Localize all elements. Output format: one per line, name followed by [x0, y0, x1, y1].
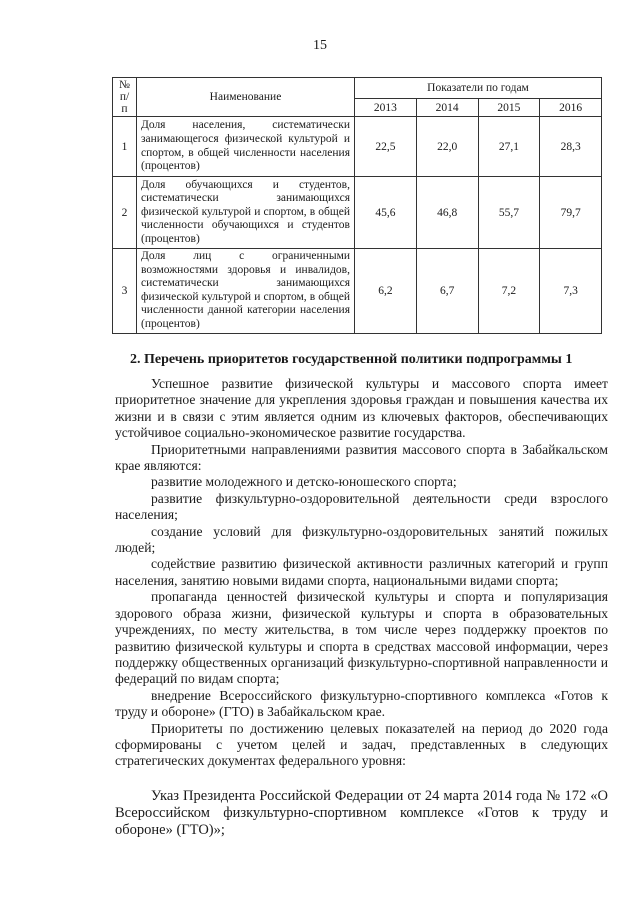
header-num: № п/п — [113, 78, 137, 117]
row-value: 79,7 — [540, 177, 602, 249]
row-name: Доля лиц с ограниченными возможностями здоровья и инвалидов, систематически занимающихся физической культурой и спортом, в общей численности данной категории населения (процентов) — [137, 249, 355, 334]
table-row — [113, 177, 602, 249]
table-header-row — [113, 78, 602, 99]
row-value: 6,2 — [355, 249, 417, 334]
row-value: 22,5 — [355, 117, 417, 177]
row-value: 55,7 — [478, 177, 540, 249]
list-item: пропаганда ценностей физической культуры и спорта и популяризация здорового образа жизни, физической культуры и спорта в образовательных учреждениях, по месту жительства, в том числе через поддержку проектов по развитию физической культуры и спорта в средствах массовой информации, через поддержку общественных организаций физкультурно-спортивной направленности и федераций по видам спорта; — [115, 589, 608, 687]
row-num: 2 — [113, 177, 137, 249]
header-group: Показатели по годам — [355, 78, 602, 99]
row-name: Доля населения, систематически занимающегося физической культурой и спортом, в общей численности населения (процентов) — [137, 117, 355, 177]
header-name: Наименование — [137, 78, 355, 117]
list-item: развитие физкультурно-оздоровительной деятельности среди взрослого населения; — [115, 490, 608, 523]
paragraph: Приоритеты по достижению целевых показателей на период до 2020 года сформированы с учетом целей и задач, представленных в следующих стратегических документах федерального уровня: — [115, 720, 608, 769]
section-body — [115, 376, 608, 770]
row-value: 22,0 — [416, 117, 478, 177]
page-number: 15 — [313, 38, 327, 53]
row-value: 45,6 — [355, 177, 417, 249]
row-num: 1 — [113, 117, 137, 177]
row-value: 7,2 — [478, 249, 540, 334]
row-value: 7,3 — [540, 249, 602, 334]
row-value: 46,8 — [416, 177, 478, 249]
paragraph: Успешное развитие физической культуры и массового спорта имеет приоритетное значение для укрепления здоровья граждан и повышения качества их жизни и в связи с этим является одним из ключевых факторов, обеспечивающих устойчивое социально-экономическое развитие государства. — [115, 376, 608, 441]
decree-reference — [115, 788, 608, 839]
row-value: 28,3 — [540, 117, 602, 177]
table-row — [113, 249, 602, 334]
row-num: 3 — [113, 249, 137, 334]
section-heading: 2. Перечень приоритетов государственной политики подпрограммы 1 — [130, 352, 573, 367]
header-year: 2013 — [355, 99, 417, 117]
row-value: 27,1 — [478, 117, 540, 177]
header-year: 2015 — [478, 99, 540, 117]
table-row — [113, 117, 602, 177]
row-name: Доля обучающихся и студентов, систематически занимающихся физической культурой и спортом, в общей численности обучающихся и студентов (процентов) — [137, 177, 355, 249]
indicators-table — [112, 77, 602, 334]
header-year: 2016 — [540, 99, 602, 117]
row-value: 6,7 — [416, 249, 478, 334]
list-item: содействие развитию физической активности различных категорий и групп населения, занятию новыми видами спорта, национальными видами спорта; — [115, 556, 608, 588]
header-year: 2014 — [416, 99, 478, 117]
paragraph: Приоритетными направлениями развития массового спорта в Забайкальском крае являются: — [115, 441, 608, 474]
list-item: создание условий для физкультурно-оздоровительных занятий пожилых людей; — [115, 523, 608, 556]
list-item: внедрение Всероссийского физкультурно-спортивного комплекса «Готов к труду и обороне» (ГТО) в Забайкальском крае. — [115, 687, 608, 720]
decree-text: Указ Президента Российской Федерации от 24 марта 2014 года № 172 «О Всероссийском физкультурно-спортивном комплексе «Готов к труду и обороне» (ГТО)»; — [115, 788, 608, 838]
list-item: развитие молодежного и детско-юношеского спорта; — [151, 474, 457, 490]
